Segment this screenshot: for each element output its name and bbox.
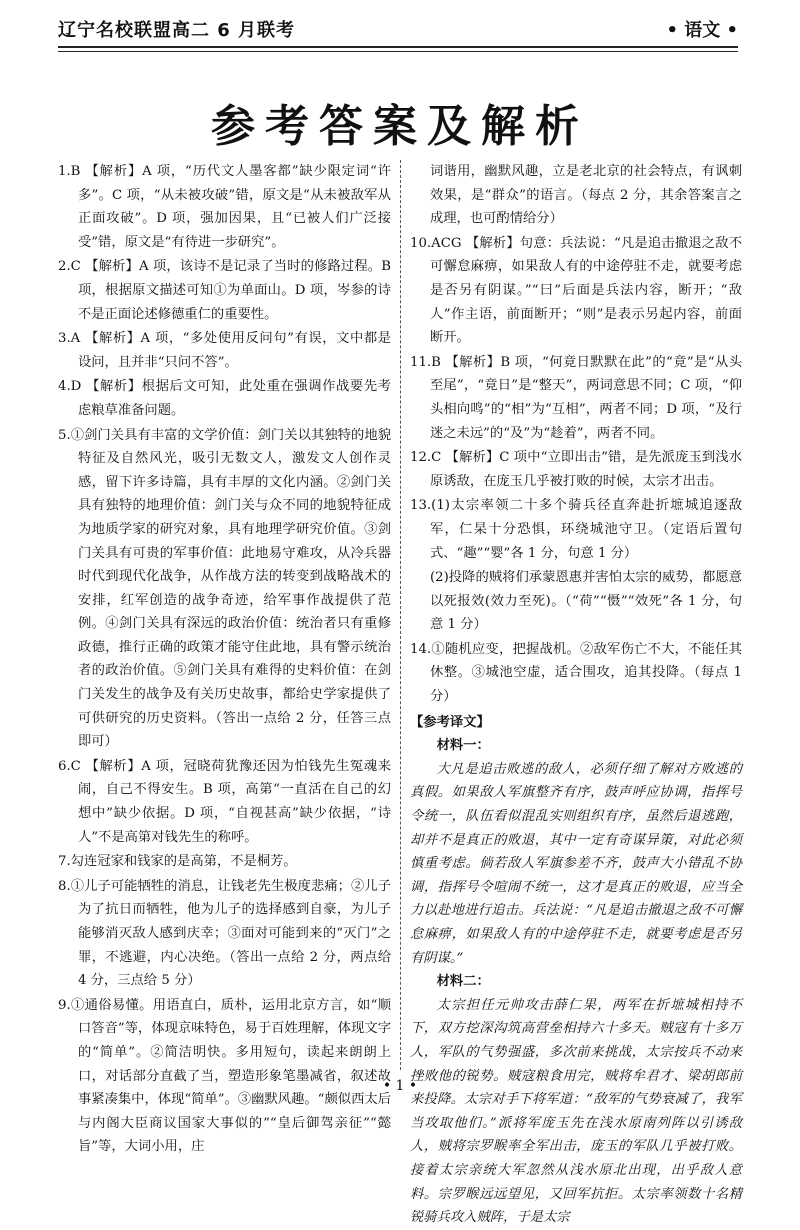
answer-item: 8.①儿子可能牺牲的消息，让钱老先生极度悲痛；②儿子为了抗日而牺牲，他为儿子的选择感到自豪，为儿子能够消灭敌人感到庆幸；③面对可能到来的“灭门”之罪，不逃避，内心决绝。（答出一点给 2 分，两点给 4 分，三点给 5 分） bbox=[58, 878, 391, 989]
subject-label: • 语文 • bbox=[666, 20, 738, 41]
right-column bbox=[410, 160, 742, 1230]
material-two-text: 太宗担任元帅攻击薛仁果，两军在折墌城相持不下，双方挖深沟筑高营垒相持六十多天。贼寇有十多万人，军队的气势强盛，多次前来挑战，太宗按兵不动来挫败他的锐势。贼寇粮食用完，贼将牟君才、梁胡郎前来投降。太宗对手下将军道：“敌军的气势衰减了，我军当攻取他们。”派将军庞玉先在浅水原南列阵以引诱敌人，贼将宗罗睺率全军出击，庞玉的军队几乎被打败。接着太宗亲统大军忽然从浅水原北出现，出乎敌人意料。宗罗睺远远望见，又回军抗拒。太宗率领数十名精锐骑兵攻入贼阵，于是太宗 bbox=[410, 997, 742, 1226]
answer-item: 1.B 【解析】A 项，“历代文人墨客都”缺少限定词“许多”。C 项，“从未被攻破”错，原文是“从未被敌军从正面攻破”。D 项，强加因果，且“已被人们广泛接受”错，原文是“有待进一步研究”。 bbox=[58, 164, 391, 250]
answer-item: 14.①随机应变，把握战机。②敌军伤亡不大，不能任其休整。③城池空虚，适合围攻，追其投降。（每点 1 分） bbox=[410, 641, 742, 705]
answer-item: 6.C 【解析】A 项，冠晓荷犹豫还因为怕钱先生冤魂来闹，自己不得安生。B 项，高第“一直活在自己的幻想中”缺少依据。D 项，“自视甚高”缺少依据，“诗人”不是高第对钱先生的称呼。 bbox=[58, 758, 391, 845]
answer-item: (2)投降的贼将们承蒙恩惠并害怕太宗的威势，都愿意以死报效(效力至死)。（“荷”“慑”“效死”各 1 分，句意 1 分） bbox=[429, 570, 742, 633]
page-title: 参考答案及解析 bbox=[211, 101, 589, 152]
exam-name: 辽宁名校联盟高二 6 月联考 bbox=[58, 20, 296, 41]
answer-item: 10.ACG 【解析】句意：兵法说：“凡是追击撤退之敌不可懈怠麻痹，如果敌人有的中途停驻不走，就要考虑是否另有阴谋。”“曰”后面是兵法内容，断开；“敌人”作主语，前面断开；“则”是表示另起内容，前面断开。 bbox=[410, 235, 742, 346]
answer-item: 9.①通俗易懂。用语直白，质朴，运用北京方言，如“顺口答音”等，体现京味特色，易于百姓理解，体现文字的“简单”。②简洁明快。多用短句，读起来朗朗上口，对话部分直截了当，塑造形象笔墨减省，叙述故事紧凑集中，体现“简单”。③幽默风趣。“颇似西太后与内阁大臣商议国家大事似的”“皇后御驾亲征”“懿旨”等，大词小用，庄 bbox=[58, 997, 391, 1155]
answer-item: 13.(1)太宗率领二十多个骑兵径直奔赴折墌城追逐敌军，仁杲十分恐惧，环绕城池守卫。（定语后置句式、“趣”“婴”各 1 分，句意 1 分） bbox=[410, 498, 742, 561]
answer-item-continued: 词谐用，幽默风趣，立是老北京的社会特点，有讽刺效果，是“群众”的语言。（每点 2 分，其余答案言之成理，也可酌情给分） bbox=[429, 164, 742, 227]
answer-item: 2.C 【解析】A 项，该诗不是记录了当时的修路过程。B 项，根据原文描述可知①为单面山。D 项，岑参的诗不是正面论述修德重仁的重要性。 bbox=[58, 259, 391, 322]
answer-item: 12.C 【解析】C 项中“立即出击”错，是先派庞玉到浅水原诱敌，在庞玉几乎被打败的时候，太宗才出击。 bbox=[410, 450, 742, 489]
material-one-title: 材料一： bbox=[436, 738, 490, 754]
answer-item: 3.A 【解析】A 项，“多处使用反问句”有误，文中都是设问，且并非“只问不答”。 bbox=[58, 331, 391, 370]
material-two-title: 材料二： bbox=[436, 974, 490, 990]
material-one-text: 大凡是追击败逃的敌人，必须仔细了解对方败逃的真假。如果敌人军旗整齐有序，鼓声呼应协调，指挥号令统一，队伍看似混乱实则组织有序，虽然后退逃跑，却并不是真正的败退，其中一定有奇谋异策，对此必须慎重考虑。倘若敌人军旗参差不齐，鼓声大小错乱不协调，指挥号令喧闹不统一，这才是真正的败退，应当全力以赴地进行追击。兵法说：“凡是追击撤退之敌不可懈怠麻痹，如果敌人有的中途停驻不走，就要考虑是否另有阴谋。” bbox=[410, 761, 742, 966]
page-number: • 1 • bbox=[382, 1078, 418, 1094]
answer-item: 5.①剑门关具有丰富的文学价值：剑门关以其独特的地貌特征及自然风光，吸引无数文人，激发文人创作灵感，留下许多诗篇，具有丰厚的文化内涵。②剑门关具有独特的地理价值：剑门关与众不同的地貌特征成为地质学家的研究对象，具有地理学研究价值。③剑门关具有可贵的军事价值：此地易守难攻，从冷兵器时代到现代化战争，从作战方法的转变到战略战术的安排，红军创造的战争奇迹，给军事作战提供了范例。④剑门关具有深远的政治价值：统治者只有重修政德，推行正确的政策才能守住此地，具有警示统治者的政治价值。⑤剑门关具有难得的史料价值：在剑门关发生的战争及有关历史故事，都给史学家提供了可供研究的历史资料。（答出一点给 2 分，任答三点即可） bbox=[58, 427, 391, 750]
column-divider bbox=[400, 160, 401, 1070]
reference-heading: 【参考译文】 bbox=[410, 714, 490, 730]
answer-item: 11.B 【解析】B 项，“何竟日默默在此”的“竟”是“从头至尾”，“竟日”是“整天”，两词意思不同；C 项，“仰头相向鸣”的“相”为“互相”，两者不同；D 项，“及行迷之未远”的“及”为“趁着”，两者不同。 bbox=[410, 354, 742, 441]
left-column bbox=[58, 160, 391, 1160]
page-header bbox=[58, 8, 738, 48]
answer-item: 4.D 【解析】根据后文可知，此处重在强调作战要先考虑粮草准备问题。 bbox=[58, 379, 391, 418]
answer-item: 7.勾连冠家和钱家的是高第，不是桐芳。 bbox=[58, 854, 297, 870]
